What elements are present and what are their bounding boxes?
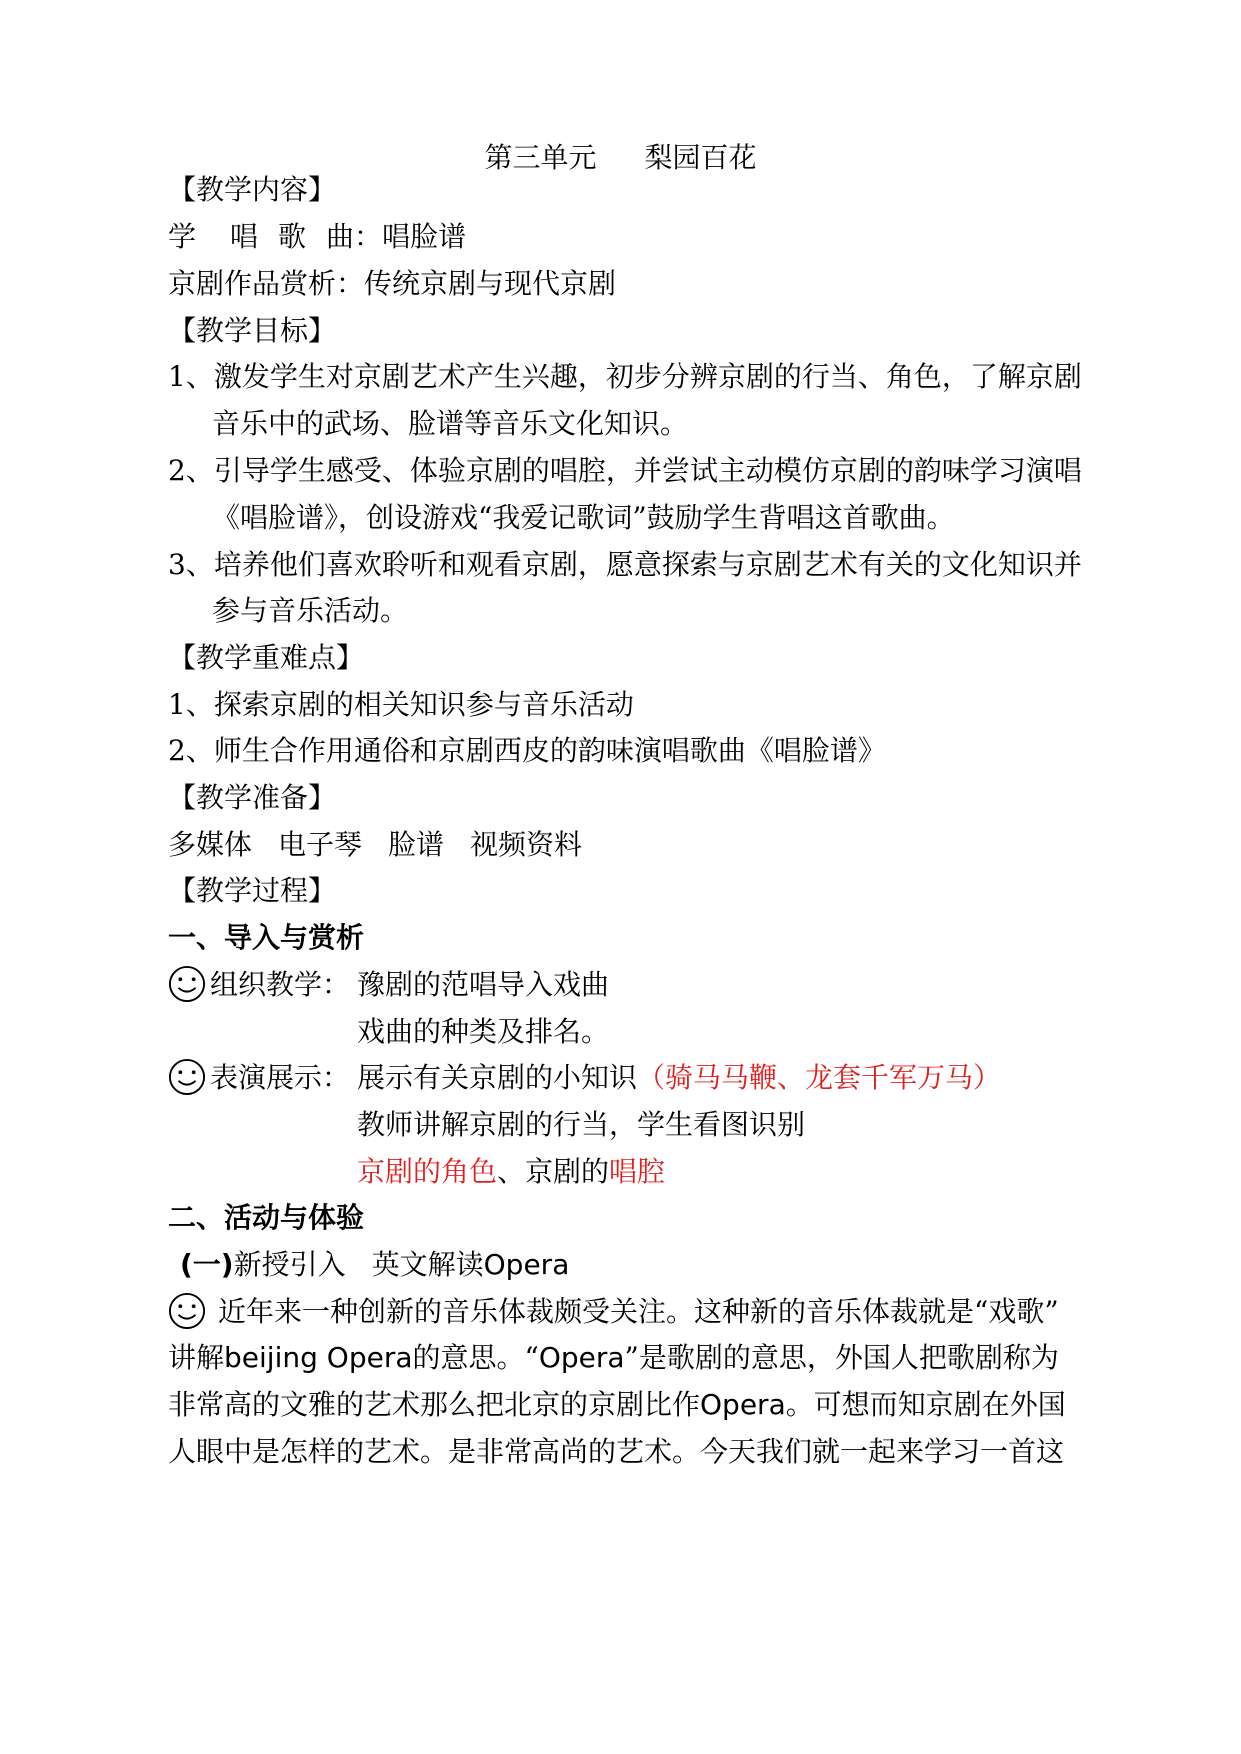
section-1-heading: 一、导入与赏析 bbox=[168, 921, 365, 954]
show-item-1-highlight: （骑马马鞭、龙套千军万马） bbox=[637, 1061, 1002, 1094]
prep-item: 电子琴 bbox=[278, 828, 363, 861]
subsection-1-heading: (一)新授引入 英文解读Opera bbox=[180, 1248, 570, 1281]
show-item-3: 京剧的角色、京剧的唱腔 bbox=[357, 1155, 666, 1188]
paragraph-line-3: 非常高的文雅的艺术那么把北京的京剧比作Opera。可想而知京剧在外国 bbox=[168, 1388, 1066, 1421]
org-item-2: 戏曲的种类及排名。 bbox=[357, 1015, 610, 1048]
goal-3-line-a: 3、培养他们喜欢聆听和观看京剧，愿意探索与京剧艺术有关的文化知识并 bbox=[168, 548, 1082, 581]
paragraph-line-4: 人眼中是怎样的艺术。是非常高尚的艺术。今天我们就一起来学习一首这 bbox=[168, 1435, 1065, 1468]
appreciation-line: 京剧作品赏析：传统京剧与现代京剧 bbox=[168, 267, 617, 300]
key-point-1: 1、探索京剧的相关知识参与音乐活动 bbox=[168, 688, 634, 721]
section-2-heading: 二、活动与体验 bbox=[168, 1201, 365, 1234]
show-line bbox=[168, 1058, 350, 1098]
content-heading: 【教学内容】 bbox=[168, 173, 337, 206]
org-label: 组织教学： bbox=[210, 968, 351, 1001]
title-name: 梨园百花 bbox=[644, 141, 757, 174]
org-item-1: 豫剧的范唱导入戏曲 bbox=[357, 968, 610, 1001]
show-label: 表演展示： bbox=[210, 1061, 351, 1094]
key-points-heading: 【教学重难点】 bbox=[168, 641, 365, 674]
prep-item: 多媒体 bbox=[168, 828, 253, 861]
show-item-2: 教师讲解京剧的行当，学生看图识别 bbox=[357, 1108, 806, 1141]
smiley-face-icon bbox=[168, 1058, 206, 1096]
preparation-items bbox=[168, 825, 582, 865]
title-unit: 第三单元 bbox=[484, 141, 597, 174]
process-heading: 【教学过程】 bbox=[168, 874, 337, 907]
goal-1-line-b: 音乐中的武场、脸谱等音乐文化知识。 bbox=[212, 407, 689, 440]
preparation-heading: 【教学准备】 bbox=[168, 781, 337, 814]
song-line: 学 唱 歌 曲：唱脸谱 bbox=[168, 220, 467, 253]
goal-3-line-b: 参与音乐活动。 bbox=[212, 594, 409, 627]
goal-2-line-a: 2、引导学生感受、体验京剧的唱腔，并尝试主动模仿京剧的韵味学习演唱 bbox=[168, 454, 1082, 487]
org-teaching-line bbox=[168, 965, 350, 1005]
goal-1-line-a: 1、激发学生对京剧艺术产生兴趣，初步分辨京剧的行当、角色，了解京剧 bbox=[168, 360, 1082, 393]
smiley-face-icon bbox=[168, 965, 206, 1003]
paragraph-line-1: 近年来一种创新的音乐体裁颇受关注。这种新的音乐体裁就是“戏歌” bbox=[168, 1292, 1059, 1332]
paragraph-line-2: 讲解beijing Opera的意思。“Opera”是歌剧的意思，外国人把歌剧称为 bbox=[168, 1341, 1059, 1374]
prep-item: 脸谱 bbox=[388, 828, 445, 861]
goal-2-line-b: 《唱脸谱》，创设游戏“我爱记歌词”鼓励学生背唱这首歌曲。 bbox=[212, 501, 955, 534]
key-point-2: 2、师生合作用通俗和京剧西皮的韵味演唱歌曲《唱脸谱》 bbox=[168, 734, 886, 767]
goals-heading: 【教学目标】 bbox=[168, 314, 337, 347]
prep-item: 视频资料 bbox=[470, 828, 583, 861]
show-item-1: 展示有关京剧的小知识（骑马马鞭、龙套千军万马） bbox=[357, 1061, 1002, 1094]
song-title: 唱脸谱 bbox=[382, 220, 467, 253]
smiley-face-icon bbox=[168, 1292, 206, 1330]
